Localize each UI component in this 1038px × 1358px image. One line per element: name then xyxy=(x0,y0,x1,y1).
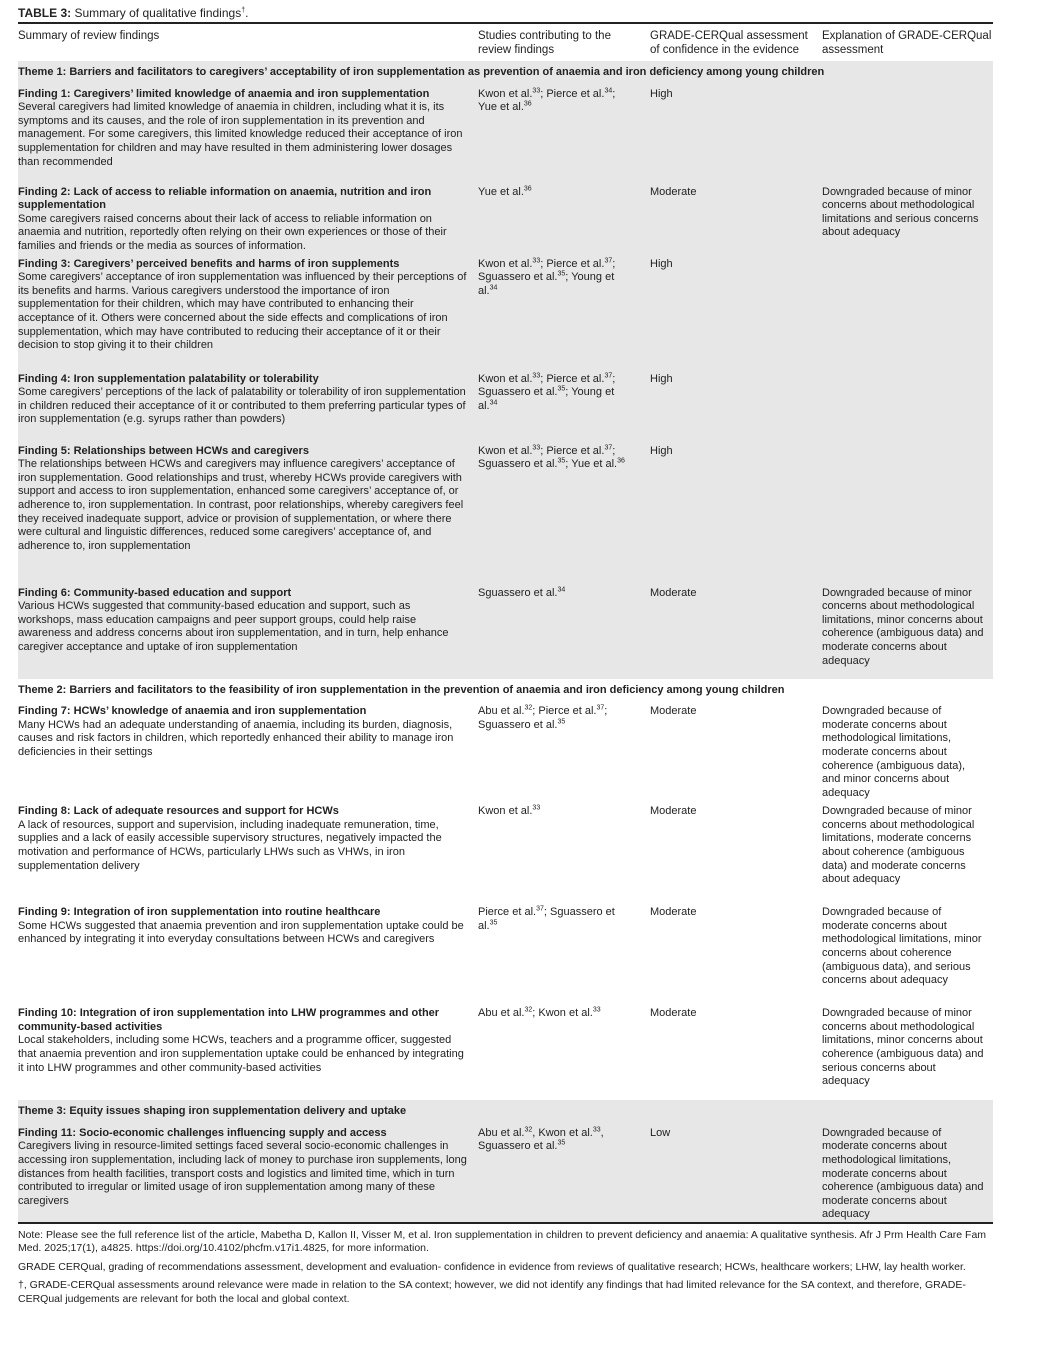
finding-summary-cell xyxy=(18,84,478,182)
study-name: Pierce et al. xyxy=(546,372,605,385)
theme-title: Theme 2: Barriers and facilitators to the feasibility of iron supplementation in the prevention of anaemia and iron deficiency among young children xyxy=(18,683,785,696)
study-ref: 35 xyxy=(557,1139,566,1147)
grade-cell: High xyxy=(650,372,673,385)
grade-cell: Moderate xyxy=(650,906,697,919)
table-container xyxy=(18,6,993,1311)
theme-row xyxy=(18,679,993,702)
note-dagger: †, GRADE-CERQual assessments around relevance were made in relation to the SA context; however, we did not identify any findings that had limited relevance for the SA context, and therefore, GRADE-CERQual judgements are relevant for both the local and global context. xyxy=(18,1279,966,1305)
study-ref: 33 xyxy=(532,256,541,264)
study-separator: ; xyxy=(532,1007,539,1020)
study-ref: 37 xyxy=(604,443,613,451)
studies-cell xyxy=(478,369,650,441)
study-name: Pierce et al. xyxy=(478,906,537,919)
study-name: Abu et al. xyxy=(478,1007,525,1020)
study-name: Sguassero et al. xyxy=(478,458,558,471)
grade-cell: Moderate xyxy=(650,185,697,198)
study-name: Sguassero et al. xyxy=(478,586,558,599)
findings-table xyxy=(18,22,993,1224)
study-name: Sguassero et al. xyxy=(478,718,558,731)
finding-text: Some caregivers’ perceptions of the lack of palatability or tolerability of iron supplementation in children reduced their acceptance of it or contributed to them preferring particular types of iron supplementation (e.g. syrups rather than powders) xyxy=(18,386,466,426)
finding-summary-cell xyxy=(18,1003,478,1100)
study-name: Pierce et al. xyxy=(546,444,605,457)
theme-row xyxy=(18,61,993,84)
study-separator: ; xyxy=(543,906,551,919)
finding-row xyxy=(18,701,993,801)
note-abbreviations: GRADE CERQual, grading of recommendations assessment, development and evaluation- confidence in evidence from reviews of qualitative research; HCWs, healthcare workers; LHW, lay health worker. xyxy=(18,1260,966,1273)
study-separator: ; xyxy=(612,372,616,385)
studies-cell xyxy=(478,801,650,902)
note-reference: Note: Please see the full reference list of the article, Mabetha D, Kallon II, Visser M, et al. Iron supplementation in children to prevent deficiency and anaemia: A qualitative synthesis. Afr J Prm Health Care Fam Med. 2025;17(1), a4825. https://doi.org/10.4102/phcfm.v17i1.4825, for more information. xyxy=(18,1228,987,1255)
finding-row xyxy=(18,182,993,254)
study-separator: , xyxy=(600,1126,604,1139)
studies-cell xyxy=(478,701,650,801)
explanation-cell xyxy=(822,254,993,369)
studies-cell xyxy=(478,583,650,679)
finding-title: Finding 1: Caregivers’ limited knowledge of anaemia and iron supplementation xyxy=(18,87,430,100)
explanation-cell: Downgraded because of moderate concerns about methodological limitations, moderate concerns about coherence (ambiguous data) and moderate concerns about adequacy xyxy=(822,1126,984,1221)
study-separator: ; xyxy=(540,87,547,100)
header-summary: Summary of review findings xyxy=(18,30,160,42)
study-separator: ; xyxy=(540,444,547,457)
table-body xyxy=(18,61,993,1223)
finding-summary-cell xyxy=(18,254,478,369)
study-ref: 36 xyxy=(523,184,532,192)
study-ref: 33 xyxy=(532,443,541,451)
study-ref: 35 xyxy=(489,919,498,927)
explanation-cell xyxy=(822,369,993,441)
explanation-cell: Downgraded because of moderate concerns about methodological limitations, moderate concerns about coherence (ambiguous data), and minor concerns about adequacy xyxy=(822,705,966,799)
study-name: Abu et al. xyxy=(478,705,525,718)
studies-cell xyxy=(478,1123,650,1223)
study-separator: ; xyxy=(565,458,572,471)
studies-cell xyxy=(478,1003,650,1100)
caption-label: TABLE 3: xyxy=(18,6,72,20)
finding-summary-cell xyxy=(18,369,478,441)
study-ref: 37 xyxy=(596,704,605,712)
study-ref: 32 xyxy=(524,1006,533,1014)
explanation-cell: Downgraded because of minor concerns about methodological limitations, minor concerns about coherence (ambiguous data) and moderate concerns about adequacy xyxy=(822,586,984,667)
finding-text: The relationships between HCWs and caregivers may influence caregivers’ acceptance of iron supplementation. Good relationships and trust, whereby HCWs provide caregivers with support and access to iron supplementation, enhanced some caregivers’ acceptance of, or adherence to, iron supplementation. In contrast, poor relationships, whereby caregivers feel they received inadequate support, advice or provision of supplementation, or where there were cultural and linguistic differences, reduced some caregivers’ acceptance of, and adherence to, iron supplementation xyxy=(18,458,464,552)
theme-title: Theme 3: Equity issues shaping iron supplementation delivery and uptake xyxy=(18,1105,407,1118)
finding-row xyxy=(18,1003,993,1100)
study-name: Yue et al. xyxy=(571,458,618,471)
study-ref: 33 xyxy=(532,86,541,94)
study-ref: 37 xyxy=(604,256,613,264)
study-separator: ; xyxy=(532,705,539,718)
study-name: Kwon et al. xyxy=(478,87,533,100)
finding-title: Finding 3: Caregivers’ perceived benefits and harms of iron supplements xyxy=(18,257,400,270)
study-ref: 33 xyxy=(592,1126,601,1134)
finding-title: Finding 5: Relationships between HCWs and caregivers xyxy=(18,444,309,457)
finding-title: Finding 6: Community-based education and support xyxy=(18,586,292,599)
finding-text: Several caregivers had limited knowledge of anaemia in children, including what it is, its symptoms and its causes, and the role of iron supplementation in its prevention and management. For some caregivers, this limited knowledge reduced their acceptance of iron supplementation for children and may have resulted in them administering lower dosages than recommended xyxy=(18,101,463,168)
study-separator: ; xyxy=(612,444,616,457)
study-name: Kwon et al. xyxy=(478,805,533,818)
finding-text: Many HCWs had an adequate understanding of anaemia, including its burden, diagnosis, causes and risk factors in children, which reportedly enhanced their ability to manage iron deficiencies in their settings xyxy=(18,718,454,758)
finding-title: Finding 4: Iron supplementation palatability or tolerability xyxy=(18,372,319,385)
study-ref: 33 xyxy=(532,804,541,812)
study-ref: 35 xyxy=(557,718,566,726)
study-separator: ; xyxy=(612,87,616,100)
explanation-cell: Downgraded because of moderate concerns about methodological limitations, minor concerns about coherence (ambiguous data), and serious concerns about adequacy xyxy=(822,906,982,987)
study-name: Pierce et al. xyxy=(538,705,597,718)
grade-cell: High xyxy=(650,257,673,270)
table-notes xyxy=(18,1229,993,1306)
finding-text: Various HCWs suggested that community-based education and support, such as workshops, mass education campaigns and peer support groups, could help raise awareness and address concerns about iron supplementation, and in turn, help enhance caregiver acceptance and uptake of iron supplementation xyxy=(18,600,449,653)
study-name: Young et al. xyxy=(478,386,615,412)
finding-title: Finding 10: Integration of iron supplementation into LHW programmes and other community-based activities xyxy=(18,1007,440,1033)
explanation-cell xyxy=(822,84,993,182)
finding-row xyxy=(18,441,993,583)
grade-cell: Moderate xyxy=(650,586,697,599)
study-name: Young et al. xyxy=(478,271,615,297)
header-explanation: Explanation of GRADE-CERQual assessment xyxy=(822,30,992,56)
explanation-cell: Downgraded because of minor concerns about methodological limitations and serious concerns about adequacy xyxy=(822,185,979,239)
finding-summary-cell xyxy=(18,182,478,254)
studies-cell xyxy=(478,254,650,369)
study-name: Kwon et al. xyxy=(478,257,533,270)
studies-cell xyxy=(478,84,650,182)
theme-row xyxy=(18,1100,993,1123)
grade-cell: Low xyxy=(650,1126,671,1139)
finding-row xyxy=(18,84,993,182)
caption-end: . xyxy=(245,6,249,20)
finding-title: Finding 9: Integration of iron supplementation into routine healthcare xyxy=(18,906,381,919)
study-ref: 34 xyxy=(557,585,566,593)
study-ref: 36 xyxy=(523,100,532,108)
study-ref: 37 xyxy=(536,905,544,913)
study-separator: ; xyxy=(612,257,616,270)
header-row xyxy=(18,23,993,61)
study-separator: ; xyxy=(565,386,572,399)
finding-row xyxy=(18,254,993,369)
study-ref: 33 xyxy=(592,1006,601,1014)
header-grade: GRADE-CERQual assessment of confidence in the evidence xyxy=(650,30,808,56)
study-separator: , xyxy=(532,1126,539,1139)
study-ref: 35 xyxy=(557,270,566,278)
finding-row xyxy=(18,902,993,1003)
study-ref: 34 xyxy=(489,399,498,407)
theme-title: Theme 1: Barriers and facilitators to caregivers’ acceptability of iron supplementation as prevention of anaemia and iron deficiency among young children xyxy=(18,66,825,78)
finding-summary-cell xyxy=(18,583,478,679)
study-separator: ; xyxy=(604,705,608,718)
header-studies: Studies contributing to the review findings xyxy=(478,30,611,56)
finding-text: Some caregivers’ acceptance of iron supplementation was influenced by their perceptions of its benefits and harms. Various caregivers understood the importance of iron supplementation for their children, which may have contributed to enhancing their acceptance of it. Others were concerned about the side effects and complications of iron supplementation, which may have contributed to reducing their acceptance of it or their decision to stop giving it to their children xyxy=(18,271,467,352)
finding-row xyxy=(18,583,993,679)
study-ref: 36 xyxy=(617,457,625,465)
finding-title: Finding 11: Socio-economic challenges influencing supply and access xyxy=(18,1126,387,1139)
finding-text: Local stakeholders, including some HCWs, teachers and a programme officer, suggested that anaemia prevention and iron supplementation uptake could be enhanced by integrating it into LHW programmes and other community-based activities xyxy=(18,1034,464,1074)
study-name: Pierce et al. xyxy=(546,87,605,100)
study-name: Sguassero et al. xyxy=(478,1140,558,1153)
study-ref: 35 xyxy=(557,457,566,465)
study-ref: 34 xyxy=(604,86,613,94)
finding-summary-cell xyxy=(18,902,478,1003)
study-name: Yue et al. xyxy=(478,101,524,114)
finding-text: Caregivers living in resource-limited settings faced several socio-economic challenges in accessing iron supplementation, including lack of money to purchase iron supplements, long distances from health facilities, transport costs and logistics and limited time, which in turn contributed to irregular or limited usage of iron supplementation among many of these caregivers xyxy=(18,1140,467,1207)
finding-title: Finding 2: Lack of access to reliable information on anaemia, nutrition and iron supplementation xyxy=(18,185,432,212)
study-ref: 35 xyxy=(557,385,566,393)
study-name: Kwon et al. xyxy=(478,372,533,385)
grade-cell: Moderate xyxy=(650,1007,697,1020)
finding-summary-cell xyxy=(18,701,478,801)
grade-cell: Moderate xyxy=(650,805,697,818)
explanation-cell: Downgraded because of minor concerns about methodological limitations, minor concerns about coherence (ambiguous data) and serious concerns about adequacy xyxy=(822,1007,984,1088)
studies-cell xyxy=(478,441,650,583)
study-name: Sguassero et al. xyxy=(478,906,615,932)
study-ref: 37 xyxy=(604,371,613,379)
study-separator: ; xyxy=(540,257,547,270)
study-separator: ; xyxy=(565,271,572,284)
grade-cell: High xyxy=(650,87,673,100)
study-name: Abu et al. xyxy=(478,1126,525,1139)
study-ref: 34 xyxy=(489,284,498,292)
finding-text: Some caregivers raised concerns about their lack of access to reliable information on anaemia and nutrition, reportedly often relying on their own experiences or those of their families and friends or the media as sources of information. xyxy=(18,212,447,252)
study-ref: 32 xyxy=(524,1126,533,1134)
finding-title: Finding 7: HCWs’ knowledge of anaemia and iron supplementation xyxy=(18,705,367,718)
study-ref: 33 xyxy=(532,371,541,379)
study-name: Kwon et al. xyxy=(538,1007,593,1020)
finding-summary-cell xyxy=(18,801,478,902)
study-name: Sguassero et al. xyxy=(478,271,558,284)
caption-mark: † xyxy=(241,7,246,14)
study-name: Yue et al. xyxy=(478,185,524,198)
finding-text: Some HCWs suggested that anaemia prevention and iron supplementation uptake could be enhanced by integrating it into everyday consultations between HCWs and caregivers xyxy=(18,919,464,946)
finding-summary-cell xyxy=(18,441,478,583)
grade-cell: Moderate xyxy=(650,705,697,718)
study-name: Sguassero et al. xyxy=(478,386,558,399)
finding-row xyxy=(18,801,993,902)
studies-cell xyxy=(478,902,650,1003)
study-separator: ; xyxy=(540,372,547,385)
grade-cell: High xyxy=(650,444,673,457)
finding-text: A lack of resources, support and supervision, including inadequate remuneration, time, supplies and a lack of easily accessible supervisory structures, negatively impacted the motivation and performance of HCWs, particularly LHWs such as VHWs, in iron supplementation delivery xyxy=(18,818,442,872)
study-name: Kwon et al. xyxy=(538,1126,593,1139)
explanation-cell: Downgraded because of minor concerns about methodological limitations, moderate concerns about coherence (ambiguous data) and moderate concerns about adequacy xyxy=(822,805,975,886)
study-ref: 32 xyxy=(524,704,533,712)
finding-summary-cell xyxy=(18,1123,478,1223)
study-name: Pierce et al. xyxy=(546,257,605,270)
finding-row xyxy=(18,1123,993,1223)
finding-row xyxy=(18,369,993,441)
table-caption xyxy=(18,6,993,22)
studies-cell xyxy=(478,182,650,254)
finding-title: Finding 8: Lack of adequate resources and support for HCWs xyxy=(18,805,339,818)
caption-title: Summary of qualitative findings xyxy=(74,6,242,20)
explanation-cell xyxy=(822,441,993,583)
study-name: Kwon et al. xyxy=(478,444,533,457)
